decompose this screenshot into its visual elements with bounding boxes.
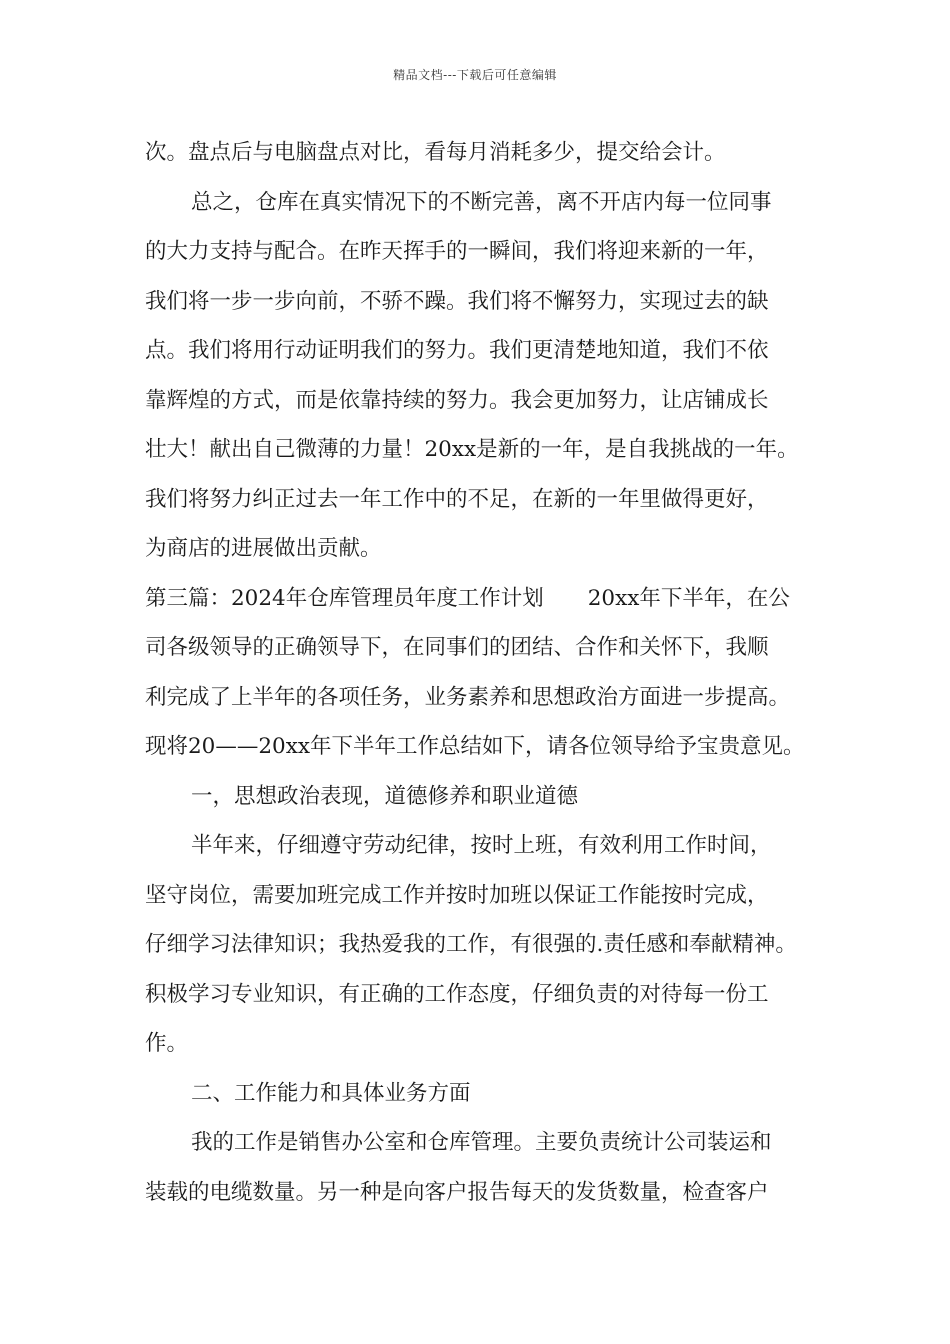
paragraph-line: 我们将一步一步向前，不骄不躁。我们将不懈努力，实现过去的缺 — [145, 288, 769, 314]
paragraph-line: 积极学习专业知识，有正确的工作态度，仔细负责的对待每一份工 — [145, 981, 769, 1007]
paragraph-line: 现将20——20xx年下半年工作总结如下，请各位领导给予宝贵意见。 — [145, 734, 805, 759]
section-title-line — [145, 574, 825, 624]
paragraph-line: 总之，仓库在真实情况下的不断完善，离不开店内每一位同事 — [191, 189, 772, 215]
paragraph-line: 坚守岗位，需要加班完成工作并按时加班以保证工作能按时完成， — [145, 882, 769, 908]
paragraph-line: 次。盘点后与电脑盘点对比，看每月消耗多少，提交给会计。 — [145, 140, 726, 165]
paragraph-line: 的大力支持与配合。在昨天挥手的一瞬间，我们将迎来新的一年， — [145, 239, 769, 264]
paragraph-line: 仔细学习法律知识；我热爱我的工作，有很强的.责任感和奉献精神。 — [145, 932, 797, 957]
subheading: 一，思想政治表现，道德修养和职业道德 — [191, 783, 579, 809]
paragraph-line: 我的工作是销售办公室和仓库管理。主要负责统计公司装运和 — [191, 1130, 772, 1155]
paragraph-line: 半年来，仔细遵守劳动纪律，按时上班，有效利用工作时间， — [191, 833, 772, 858]
paragraph-line: 我们将努力纠正过去一年工作中的不足，在新的一年里做得更好， — [145, 486, 769, 512]
paragraph-line: 装载的电缆数量。另一种是向客户报告每天的发货数量，检查客户 — [145, 1179, 769, 1205]
paragraph-line: 司各级领导的正确领导下，在同事们的团结、合作和关怀下，我顺 — [145, 635, 769, 660]
subheading: 二、工作能力和具体业务方面 — [191, 1080, 471, 1106]
paragraph-line: 作。 — [145, 1031, 189, 1056]
paragraph-line: 为商店的进展做出贡献。 — [145, 536, 382, 561]
document-body — [145, 128, 825, 1217]
page-header: 精品文档---下载后可任意编辑 — [393, 68, 557, 82]
paragraph-line: 点。我们将用行动证明我们的努力。我们更清楚地知道，我们不依 — [145, 338, 769, 363]
paragraph-line: 靠辉煌的方式，而是依靠持续的努力。我会更加努力，让店铺成长 — [145, 387, 769, 413]
section-intro: 20xx年下半年，在公 — [587, 585, 790, 611]
section-title: 第三篇：2024年仓库管理员年度工作计划 — [145, 585, 544, 611]
paragraph-line: 壮大！献出自己微薄的力量！20xx是新的一年，是自我挑战的一年。 — [145, 437, 799, 462]
paragraph-line: 利完成了上半年的各项任务，业务素养和思想政治方面进一步提高。 — [145, 684, 791, 710]
